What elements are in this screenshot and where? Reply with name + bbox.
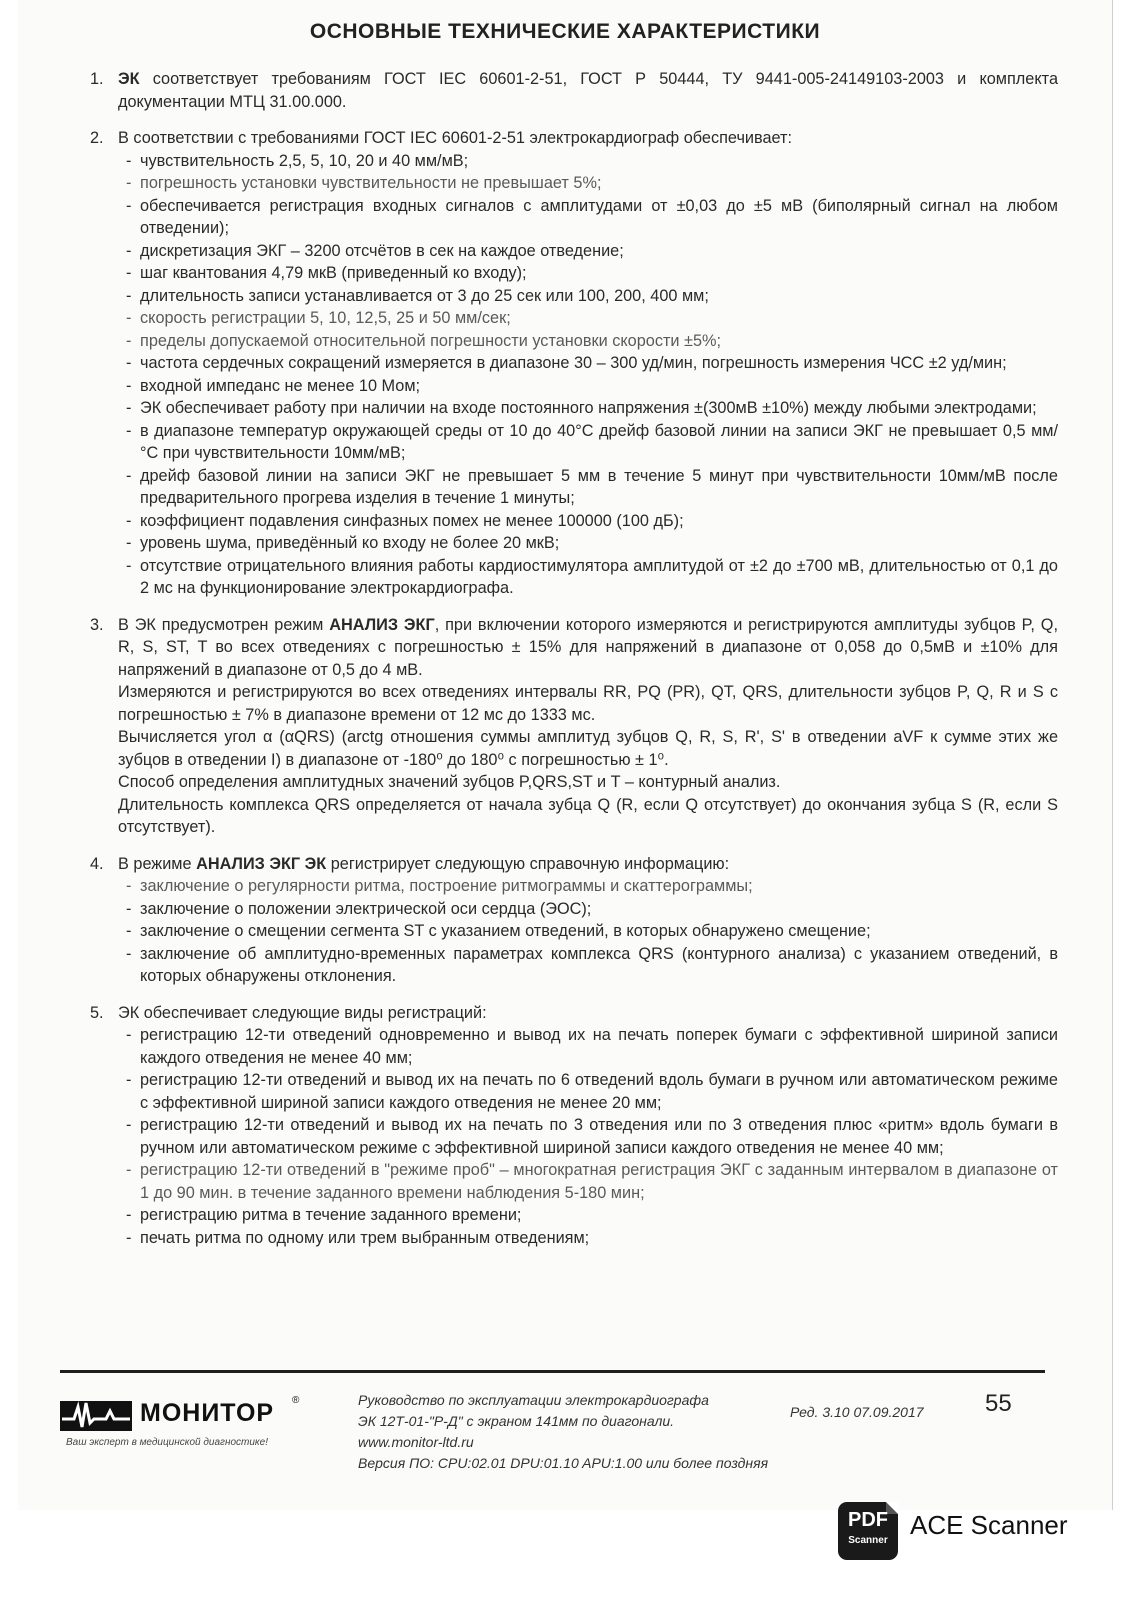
list-item: - регистрацию 12-ти отведений в "режиме проб" – многократная регистрация ЭКГ с заданным интервалом в диапазоне от 1 до 90 мин. в течение заданного времени наблюдения 5-180 мин; [140, 1159, 1058, 1204]
list-item: - погрешность установки чувствительности не превышает 5%; [140, 172, 1058, 195]
company-logo [60, 1395, 320, 1455]
list-item: - регистрацию ритма в течение заданного времени; [140, 1204, 1058, 1227]
ecg-logo-icon [60, 1397, 132, 1435]
scanned-page [18, 0, 1113, 1510]
list-item: - входной импеданс не менее 10 Мом; [140, 375, 1058, 398]
list-item: - частота сердечных сокращений измеряется в диапазоне 30 – 300 уд/мин, погрешность измерения ЧСС ±2 уд/мин; [140, 352, 1058, 375]
badge-scanner-label: Scanner [848, 1535, 888, 1546]
section-4-lead: В режиме [118, 854, 192, 873]
list-item: - уровень шума, приведённый ко входу не более 20 мкВ; [140, 532, 1058, 555]
logo-tagline: Ваш эксперт в медицинской диагностике! [66, 1437, 268, 1448]
list-item: - регистрацию 12-ти отведений и вывод их на печать по 6 отведений вдоль бумаги в ручном или автоматическом режиме с эффективной шириной записи каждого отведения не менее 20 мм; [140, 1069, 1058, 1114]
website: www.monitor-ltd.ru [358, 1434, 474, 1450]
section-number: 2. [90, 129, 104, 147]
list-item: - длительность записи устанавливается от 3 до 25 сек или 100, 200, 400 мм; [140, 285, 1058, 308]
section-5 [90, 1002, 1058, 1250]
section-1-text: соответствует требованиям ГОСТ IEC 60601-2-51, ГОСТ Р 50444, ТУ 9441-005-24149103-2003 и комплекта документации МТЦ 31.00.000. [118, 70, 1058, 111]
section-text [118, 68, 1058, 113]
list-item: - обеспечивается регистрация входных сигналов с амплитудами от ±0,03 до ±5 мВ (биполярный сигнал на любом отведении); [140, 195, 1058, 240]
section-number: 5. [90, 1003, 104, 1022]
footer-manual-info [358, 1390, 778, 1474]
section-4-rest: регистрирует следующую справочную информацию: [326, 854, 730, 873]
list-item: - коэффициент подавления синфазных помех не менее 100000 (100 дБ); [140, 510, 1058, 533]
section-intro: В соответствии с требованиями ГОСТ IEC 60601-2-51 электрокардиограф обеспечивает: [118, 129, 793, 147]
manual-title-line: Руководство по эксплуатации электрокардиографа [358, 1392, 709, 1408]
ek-bold: ЭК [118, 70, 140, 88]
section-number: 3. [90, 615, 104, 634]
manual-model-line: ЭК 12Т-01-"Р-Д" с экраном 141мм по диагонали. [358, 1413, 675, 1429]
list-item: - регистрацию 12-ти отведений одновременно и вывод их на печать поперек бумаги с эффективной шириной записи каждого отведения не менее 40 мм; [140, 1024, 1058, 1069]
info-list [118, 875, 1058, 988]
list-item: - пределы допускаемой относительной погрешности установки скорости ±5%; [140, 330, 1058, 353]
footer-divider [60, 1370, 1045, 1373]
section-2 [90, 127, 1058, 600]
scanner-app-name: ACE Scanner [910, 1510, 1068, 1540]
list-item: - печать ритма по одному или трем выбранным отведениям; [140, 1227, 1058, 1250]
section-paragraph: Длительность комплекса QRS определяется от начала зубца Q (R, если Q отсутствует) до окончания зубца S (R, если S отсутствует). [118, 795, 1058, 836]
registered-mark: ® [292, 1395, 300, 1406]
list-item: - шаг квантования 4,79 мкВ (приведенный ко входу); [140, 262, 1058, 285]
section-4 [90, 853, 1058, 988]
pdf-scanner-app-icon [838, 1502, 898, 1560]
list-item: - в диапазоне температур окружающей среды от 10 до 40°С дрейф базовой линии на записи ЭКГ не превышает 0,5 мм/°С при чувствительности 10мм/мВ; [140, 420, 1058, 465]
list-item: - отсутствие отрицательного влияния работы кардиостимулятора амплитудой от ±2 до ±700 мВ, длительностью от 0,1 до 2 мс на функционирование электрокардиографа. [140, 555, 1058, 600]
mode-name: АНАЛИЗ ЭКГ [329, 615, 435, 634]
list-item: - регистрацию 12-ти отведений и вывод их на печать по 3 отведения или по 3 отведения плюс «ритм» вдоль бумаги в ручном или автоматическом режиме с эффективной шириной записи каждого отведения не менее 40 мм; [140, 1114, 1058, 1159]
logo-wordmark: МОНИТОР [140, 1399, 275, 1427]
list-item: - заключение о смещении сегмента ST с указанием отведений, в которых обнаружено смещение; [140, 920, 1058, 943]
section-3-lead: В ЭК предусмотрен режим [118, 615, 324, 634]
page-number: 55 [985, 1390, 1012, 1417]
section-number: 4. [90, 854, 104, 873]
section-paragraph: Вычисляется угол α (αQRS) (arctg отношения суммы амплитуд зубцов Q, R, S, R', S' в отведении aVF к сумме этих же зубцов в отведении I) в диапазоне от -180⁰ до 180⁰ с погрешностью ± 1⁰. [118, 728, 1058, 769]
badge-pdf-label: PDF [848, 1509, 888, 1531]
section-paragraph [118, 614, 1058, 682]
revision-date: Ред. 3.10 07.09.2017 [790, 1404, 924, 1420]
list-item: - дрейф базовой линии на записи ЭКГ не превышает 5 мм в течение 5 минут при чувствительности 10мм/мВ после предварительного прогрева изделия в течение 1 минуты; [140, 465, 1058, 510]
list-item: - заключение о положении электрической оси сердца (ЭОС); [140, 898, 1058, 921]
section-paragraph: Измеряются и регистрируются во всех отведениях интервалы RR, PQ (PR), QT, QRS, длительности зубцов P, Q, R и S с погрешностью ± 7% в диапазоне времени от 12 мс до 1333 мс. [118, 683, 1058, 724]
document-body [90, 68, 1058, 1255]
list-item: - заключение о регулярности ритма, построение ритмограммы и скаттерограммы; [140, 875, 1058, 898]
mode-name: АНАЛИЗ ЭКГ ЭК [196, 854, 327, 873]
software-version: Версия ПО: CPU:02.01 DPU:01.10 APU:1.00 или более поздняя [358, 1455, 769, 1471]
spec-list [118, 150, 1058, 600]
list-item: - заключение об амплитудно-временных параметрах комплекса QRS (контурного анализа) с указанием отведений, в которых обнаружены отклонения. [140, 943, 1058, 988]
section-paragraph: Способ определения амплитудных значений зубцов P,QRS,ST и T – контурный анализ. [118, 773, 781, 791]
page-title: ОСНОВНЫЕ ТЕХНИЧЕСКИЕ ХАРАКТЕРИСТИКИ [309, 20, 821, 43]
list-item: - дискретизация ЭКГ – 3200 отсчётов в сек на каждое отведение; [140, 240, 1058, 263]
list-item: - ЭК обеспечивает работу при наличии на входе постоянного напряжения ±(300мВ ±10%) между любыми электродами; [140, 397, 1058, 420]
section-intro [118, 853, 1058, 876]
list-item: - скорость регистрации 5, 10, 12,5, 25 и 50 мм/сек; [140, 307, 1058, 330]
section-intro: ЭК обеспечивает следующие виды регистраций: [118, 1003, 487, 1022]
section-1 [90, 68, 1058, 113]
section-3-rest: , при включении которого измеряются и регистрируются амплитуды зубцов P, Q, R, S, ST, T во всех отведениях с погрешностью ± 15% для напряжений в диапазоне от 0,058 до 0,5мВ и ±10% для напряжений в диапазоне от 0,5 до 4 мВ. [118, 615, 1058, 679]
registration-list [118, 1024, 1058, 1249]
section-number: 1. [90, 70, 104, 88]
section-3 [90, 614, 1058, 839]
list-item: - чувствительность 2,5, 5, 10, 20 и 40 мм/мВ; [140, 150, 1058, 173]
